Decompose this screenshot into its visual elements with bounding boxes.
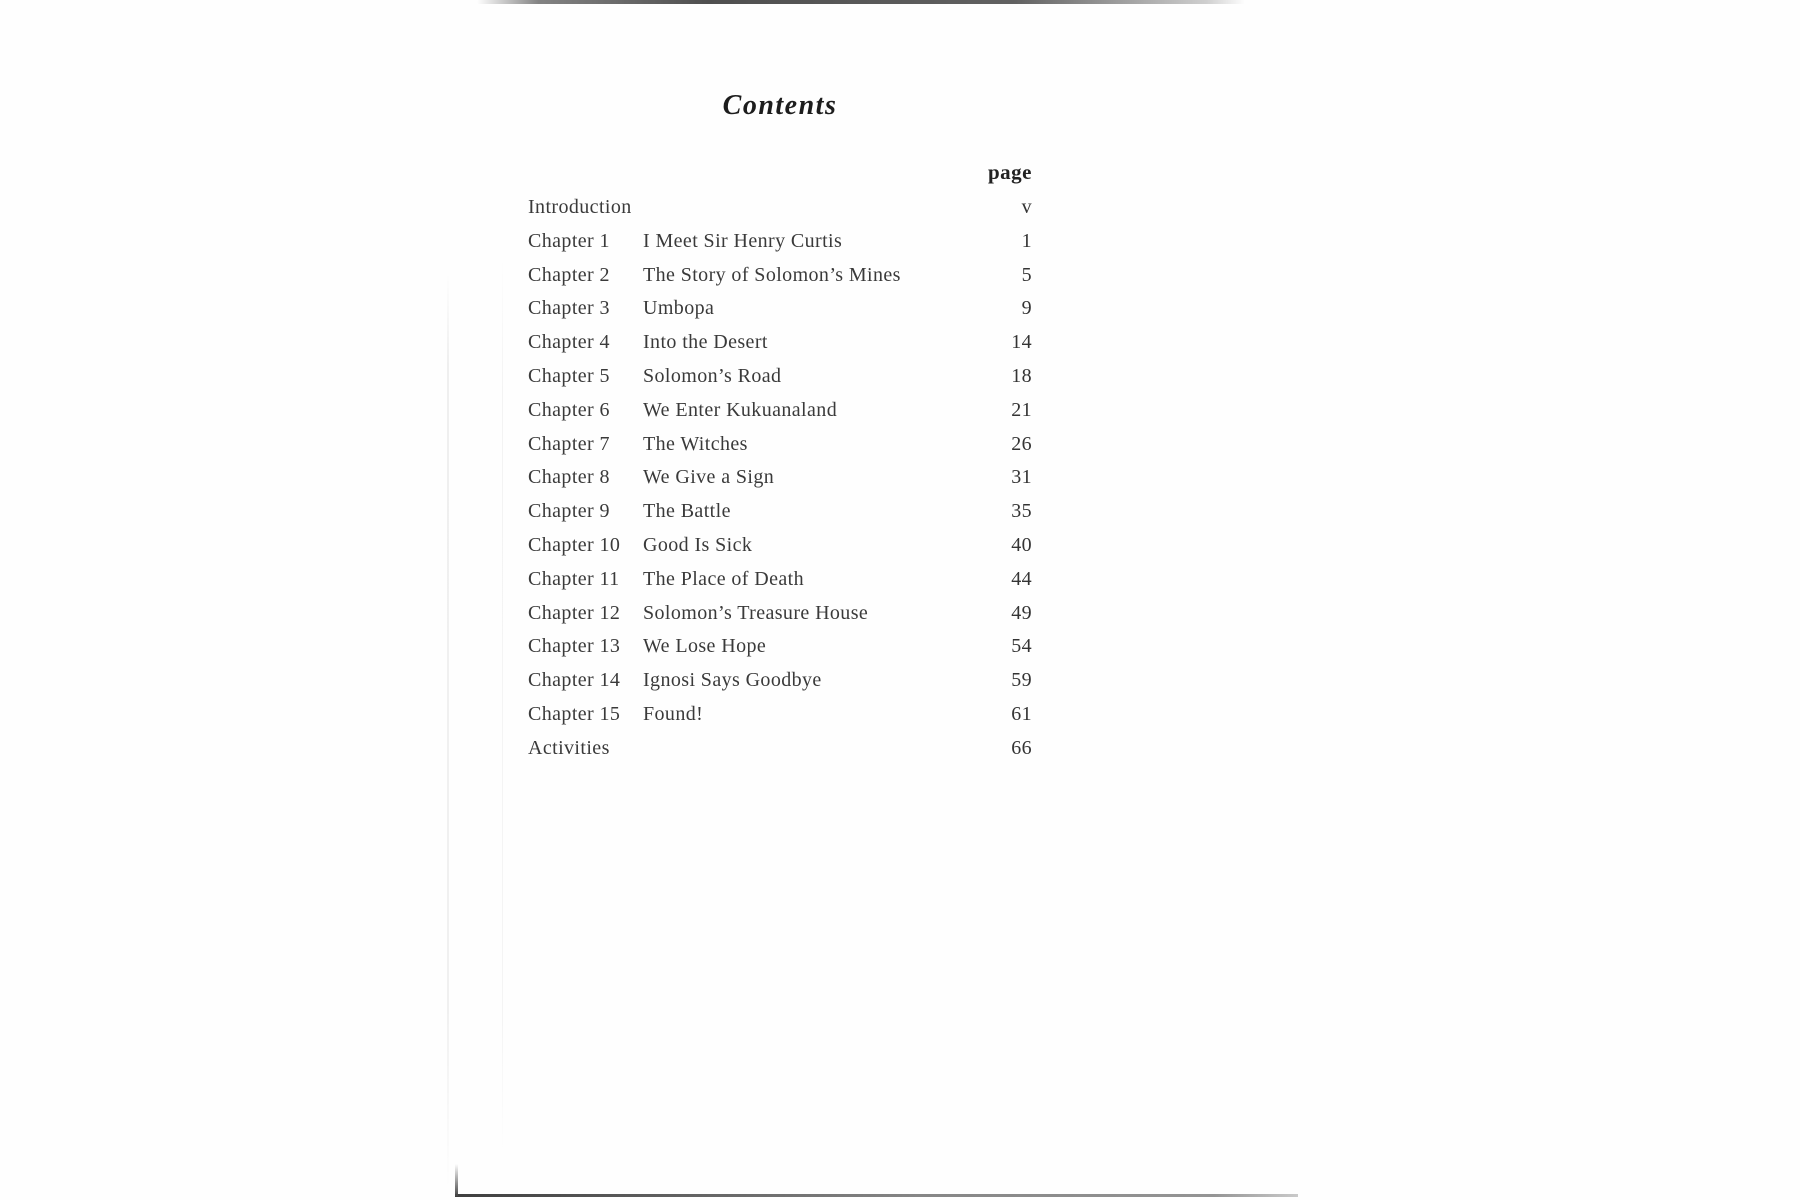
toc-page-number: 1 <box>1021 229 1032 252</box>
toc-row <box>528 534 1032 568</box>
toc-page-number: 44 <box>1011 567 1032 590</box>
toc-chapter-title: The Place of Death <box>643 567 805 590</box>
toc-page-number: 54 <box>1011 635 1032 658</box>
toc-chapter-label: Chapter 11 <box>528 567 620 590</box>
toc-row <box>528 331 1032 365</box>
toc-chapter-label: Chapter 6 <box>528 398 610 421</box>
toc-chapter-label: Chapter 8 <box>528 466 610 489</box>
toc-row <box>528 568 1032 602</box>
toc-chapter-label: Introduction <box>528 196 632 218</box>
scan-page-fold-shadow-inner <box>502 255 503 1155</box>
toc-row <box>528 703 1032 737</box>
scan-edge-top <box>477 0 1245 4</box>
toc-page-number: v <box>1021 196 1032 218</box>
toc-row <box>528 500 1032 534</box>
scan-edge-bottom-corner <box>455 1164 458 1196</box>
toc-row <box>528 433 1032 467</box>
toc-row <box>528 365 1032 399</box>
toc-chapter-label: Chapter 10 <box>528 533 621 556</box>
toc-chapter-title: Ignosi Says Goodbye <box>643 669 822 692</box>
toc-chapter-label: Chapter 15 <box>528 702 621 725</box>
toc-chapter-title: Into the Desert <box>643 331 768 354</box>
toc-chapter-label: Chapter 7 <box>528 432 610 455</box>
toc-list <box>528 196 1032 771</box>
toc-chapter-title: We Give a Sign <box>643 466 775 489</box>
toc-page-number: 31 <box>1011 466 1032 489</box>
toc-chapter-title: Solomon’s Road <box>643 364 782 387</box>
toc-page-number: 61 <box>1011 702 1032 725</box>
toc-chapter-label: Chapter 4 <box>528 331 610 354</box>
toc-page-number: 18 <box>1011 364 1032 387</box>
toc-row <box>528 264 1032 298</box>
toc-chapter-title: Found! <box>643 702 704 725</box>
toc-chapter-label: Chapter 13 <box>528 635 621 658</box>
toc-page-number: 40 <box>1011 533 1032 556</box>
toc-row <box>528 737 1032 771</box>
toc-row <box>528 230 1032 264</box>
toc-chapter-title: Good Is Sick <box>643 533 753 556</box>
toc-chapter-title: The Battle <box>643 500 731 523</box>
toc-chapter-label: Chapter 1 <box>528 229 610 252</box>
toc-chapter-label: Chapter 12 <box>528 601 621 624</box>
toc-chapter-label: Chapter 9 <box>528 500 610 523</box>
toc-chapter-label: Activities <box>528 736 610 759</box>
toc-page-number: 59 <box>1011 669 1032 692</box>
toc-row <box>528 635 1032 669</box>
toc-chapter-title: We Enter Kukuanaland <box>643 398 838 421</box>
toc-row <box>528 399 1032 433</box>
toc-page-number: 21 <box>1011 398 1032 421</box>
toc-chapter-label: Chapter 14 <box>528 669 621 692</box>
toc-row <box>528 602 1032 636</box>
toc-chapter-title: I Meet Sir Henry Curtis <box>643 229 843 252</box>
toc-chapter-title: Solomon’s Treasure House <box>643 601 869 624</box>
toc-chapter-label: Chapter 5 <box>528 364 610 387</box>
toc-row <box>528 669 1032 703</box>
toc-row <box>528 196 1032 230</box>
scan-page-fold-shadow <box>447 272 449 1192</box>
toc-page-number: 9 <box>1021 297 1032 320</box>
toc-chapter-title: The Witches <box>643 432 748 455</box>
page-column-header: page <box>988 160 1032 184</box>
toc-row <box>528 297 1032 331</box>
scan-edge-bottom <box>455 1194 1298 1197</box>
toc-page-number: 35 <box>1011 500 1032 523</box>
toc-chapter-label: Chapter 2 <box>528 263 610 286</box>
toc-page-number: 14 <box>1011 331 1032 354</box>
toc-chapter-title: We Lose Hope <box>643 635 767 658</box>
toc-row <box>528 466 1032 500</box>
toc-page-number: 66 <box>1011 736 1032 759</box>
toc-chapter-label: Chapter 3 <box>528 297 610 320</box>
toc-page-number: 49 <box>1011 601 1032 624</box>
page-title: Contents <box>722 90 838 121</box>
toc-page-number: 26 <box>1011 432 1032 455</box>
toc-chapter-title: Umbopa <box>643 297 715 320</box>
toc-page-number: 5 <box>1021 263 1032 286</box>
toc-chapter-title: The Story of Solomon’s Mines <box>643 263 901 286</box>
